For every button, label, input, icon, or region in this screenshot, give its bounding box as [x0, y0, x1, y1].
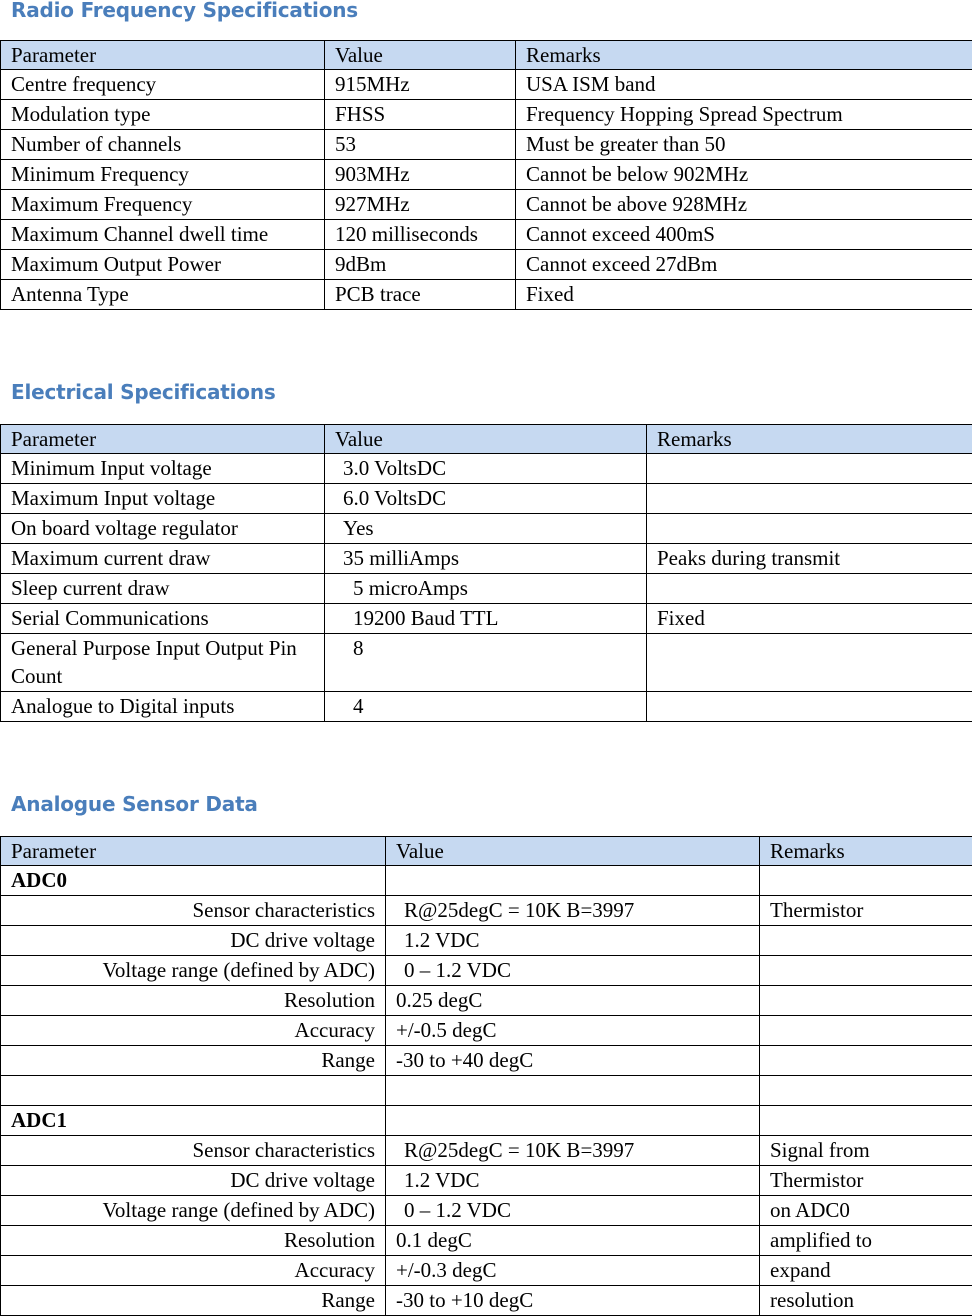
- cell-parameter: Antenna Type: [1, 280, 325, 310]
- cell-remarks: [760, 986, 972, 1016]
- column-header-remarks: Remarks: [760, 837, 972, 866]
- table-row: [1, 634, 972, 692]
- cell-value: +/-0.5 degC: [386, 1016, 760, 1046]
- cell-remarks: Thermistor: [760, 1166, 972, 1196]
- table-header-row: [1, 425, 972, 454]
- cell-remarks: [647, 454, 972, 484]
- table-row: [1, 160, 972, 190]
- adc-group-row: [1, 866, 972, 896]
- adc0-label: ADC0: [1, 866, 386, 896]
- table-row: [1, 190, 972, 220]
- column-header-value: Value: [325, 425, 647, 454]
- cell-parameter: Modulation type: [1, 100, 325, 130]
- table-row: [1, 220, 972, 250]
- cell-parameter: Centre frequency: [1, 70, 325, 100]
- empty-row: [1, 1076, 972, 1106]
- table-row: [1, 926, 972, 956]
- table-row: [1, 280, 972, 310]
- cell-remarks: [647, 634, 972, 692]
- cell-parameter: Voltage range (defined by ADC): [1, 956, 386, 986]
- table-row: [1, 1046, 972, 1076]
- cell-parameter: DC drive voltage: [1, 1166, 386, 1196]
- cell-remarks: Must be greater than 50: [516, 130, 972, 160]
- cell-remarks: [760, 1106, 972, 1136]
- column-header-parameter: Parameter: [1, 425, 325, 454]
- column-header-remarks: Remarks: [647, 425, 972, 454]
- cell-remarks: Frequency Hopping Spread Spectrum: [516, 100, 972, 130]
- table-row: [1, 1256, 972, 1286]
- cell-parameter: Range: [1, 1046, 386, 1076]
- cell-remarks: Fixed: [516, 280, 972, 310]
- table-row: [1, 1136, 972, 1166]
- cell-parameter: [1, 1076, 386, 1106]
- cell-parameter: Accuracy: [1, 1256, 386, 1286]
- column-header-parameter: Parameter: [1, 41, 325, 70]
- cell-value: [386, 1106, 760, 1136]
- cell-parameter: Voltage range (defined by ADC): [1, 1196, 386, 1226]
- cell-parameter: Resolution: [1, 986, 386, 1016]
- cell-value: PCB trace: [325, 280, 516, 310]
- column-header-parameter: Parameter: [1, 837, 386, 866]
- cell-value: -30 to +40 degC: [386, 1046, 760, 1076]
- cell-remarks: Cannot exceed 400mS: [516, 220, 972, 250]
- cell-remarks: [760, 1046, 972, 1076]
- cell-remarks: [647, 692, 972, 722]
- cell-remarks: expand: [760, 1256, 972, 1286]
- cell-parameter: Maximum Channel dwell time: [1, 220, 325, 250]
- table-row: [1, 604, 972, 634]
- cell-remarks: Fixed: [647, 604, 972, 634]
- radio-section-title: Radio Frequency Specifications: [11, 0, 358, 22]
- cell-value: 0.1 degC: [386, 1226, 760, 1256]
- cell-value: [386, 1076, 760, 1106]
- table-row: [1, 692, 972, 722]
- table-row: [1, 1226, 972, 1256]
- cell-value: 915MHz: [325, 70, 516, 100]
- table-row: [1, 70, 972, 100]
- cell-parameter: Sensor characteristics: [1, 1136, 386, 1166]
- cell-value: 8: [325, 634, 647, 692]
- cell-parameter: On board voltage regulator: [1, 514, 325, 544]
- cell-value: 927MHz: [325, 190, 516, 220]
- table-row: [1, 544, 972, 574]
- cell-remarks: Peaks during transmit: [647, 544, 972, 574]
- cell-value: 35 milliAmps: [325, 544, 647, 574]
- table-row: [1, 100, 972, 130]
- cell-parameter: Resolution: [1, 1226, 386, 1256]
- cell-parameter: Maximum Output Power: [1, 250, 325, 280]
- cell-value: 6.0 VoltsDC: [325, 484, 647, 514]
- electrical-spec-table: [0, 424, 972, 722]
- table-row: [1, 250, 972, 280]
- cell-remarks: Signal from: [760, 1136, 972, 1166]
- analogue-section-title: Analogue Sensor Data: [11, 792, 258, 816]
- cell-value: 53: [325, 130, 516, 160]
- cell-remarks: [760, 1016, 972, 1046]
- column-header-remarks: Remarks: [516, 41, 972, 70]
- table-row: [1, 986, 972, 1016]
- table-row: [1, 1196, 972, 1226]
- cell-value: 5 microAmps: [325, 574, 647, 604]
- cell-parameter: DC drive voltage: [1, 926, 386, 956]
- cell-parameter: Maximum Frequency: [1, 190, 325, 220]
- cell-value: +/-0.3 degC: [386, 1256, 760, 1286]
- radio-spec-table: [0, 40, 972, 310]
- cell-value: 0 – 1.2 VDC: [386, 1196, 760, 1226]
- cell-parameter: Number of channels: [1, 130, 325, 160]
- cell-remarks: on ADC0: [760, 1196, 972, 1226]
- cell-parameter: Sleep current draw: [1, 574, 325, 604]
- cell-value: 0.25 degC: [386, 986, 760, 1016]
- cell-value: R@25degC = 10K B=3997: [386, 1136, 760, 1166]
- cell-value: 903MHz: [325, 160, 516, 190]
- table-row: [1, 956, 972, 986]
- cell-remarks: [647, 574, 972, 604]
- cell-parameter: Maximum Input voltage: [1, 484, 325, 514]
- cell-remarks: [760, 866, 972, 896]
- table-row: [1, 574, 972, 604]
- cell-value: R@25degC = 10K B=3997: [386, 896, 760, 926]
- cell-parameter: Serial Communications: [1, 604, 325, 634]
- table-row: [1, 1016, 972, 1046]
- table-row: [1, 514, 972, 544]
- table-header-row: [1, 837, 972, 866]
- table-header-row: [1, 41, 972, 70]
- cell-remarks: [760, 926, 972, 956]
- column-header-value: Value: [325, 41, 516, 70]
- cell-remarks: [647, 514, 972, 544]
- cell-value: 3.0 VoltsDC: [325, 454, 647, 484]
- cell-value: 1.2 VDC: [386, 1166, 760, 1196]
- cell-parameter: Minimum Frequency: [1, 160, 325, 190]
- cell-parameter: General Purpose Input Output Pin Count: [1, 634, 325, 692]
- cell-parameter: Range: [1, 1286, 386, 1316]
- cell-remarks: Cannot be above 928MHz: [516, 190, 972, 220]
- cell-remarks: [647, 484, 972, 514]
- cell-value: 1.2 VDC: [386, 926, 760, 956]
- cell-value: 19200 Baud TTL: [325, 604, 647, 634]
- table-row: [1, 484, 972, 514]
- column-header-value: Value: [386, 837, 760, 866]
- cell-parameter: Sensor characteristics: [1, 896, 386, 926]
- cell-value: 4: [325, 692, 647, 722]
- cell-parameter: Minimum Input voltage: [1, 454, 325, 484]
- cell-parameter: Analogue to Digital inputs: [1, 692, 325, 722]
- table-row: [1, 130, 972, 160]
- cell-remarks: Cannot be below 902MHz: [516, 160, 972, 190]
- cell-value: [386, 866, 760, 896]
- cell-parameter: Accuracy: [1, 1016, 386, 1046]
- cell-remarks: amplified to: [760, 1226, 972, 1256]
- cell-value: Yes: [325, 514, 647, 544]
- adc-group-row: [1, 1106, 972, 1136]
- table-row: [1, 454, 972, 484]
- cell-value: FHSS: [325, 100, 516, 130]
- cell-remarks: resolution: [760, 1286, 972, 1316]
- table-row: [1, 896, 972, 926]
- analogue-sensor-table: [0, 836, 972, 1316]
- cell-value: 120 milliseconds: [325, 220, 516, 250]
- cell-value: 0 – 1.2 VDC: [386, 956, 760, 986]
- cell-remarks: Thermistor: [760, 896, 972, 926]
- cell-remarks: [760, 1076, 972, 1106]
- cell-remarks: Cannot exceed 27dBm: [516, 250, 972, 280]
- cell-remarks: [760, 956, 972, 986]
- adc1-label: ADC1: [1, 1106, 386, 1136]
- table-row: [1, 1166, 972, 1196]
- cell-parameter: Maximum current draw: [1, 544, 325, 574]
- cell-value: -30 to +10 degC: [386, 1286, 760, 1316]
- cell-remarks: USA ISM band: [516, 70, 972, 100]
- cell-value: 9dBm: [325, 250, 516, 280]
- electrical-section-title: Electrical Specifications: [11, 380, 276, 404]
